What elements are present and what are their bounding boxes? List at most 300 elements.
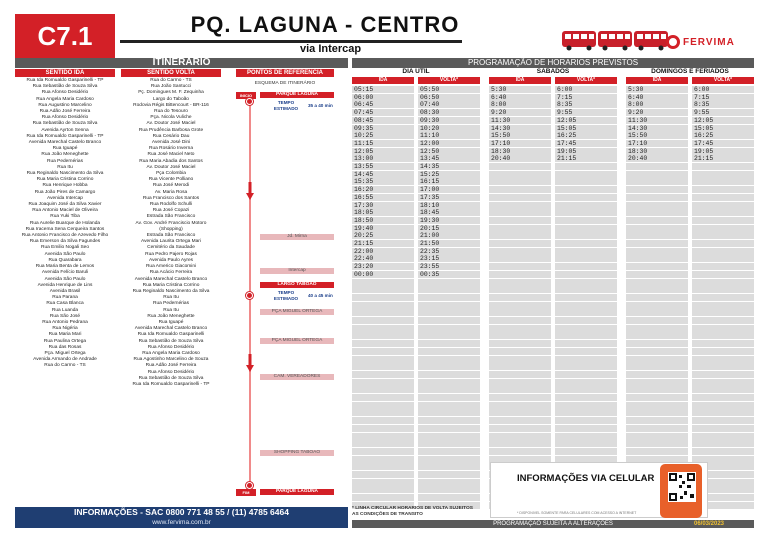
ida-street: Avenida Felício Baruli [41, 270, 89, 276]
volta-street: Rua Maria Cristina Corrino [142, 282, 200, 288]
schedule-cell: 8:35 [692, 101, 754, 108]
ida-street: Rua Iguapé [52, 146, 78, 152]
schedule-footer: PROGRAMAÇÃO SUJEITA A ALTERAÇÕES [352, 520, 754, 528]
schedule-group-title: SABADOS [536, 68, 570, 75]
schedule-cell: 14:30 [626, 125, 688, 132]
schedule-cell [418, 317, 480, 324]
schedule-cell [626, 433, 688, 440]
fervima-logo-icon [666, 35, 680, 49]
volta-street: Rua Iguapé [158, 319, 184, 325]
ida-street: Avenida Intercap [47, 195, 83, 201]
schedule-cell [489, 317, 551, 324]
schedule-cell [626, 317, 688, 324]
volta-street: Av. Doutor José Maciel [146, 121, 196, 127]
schedule-cell: 12:05 [555, 117, 617, 124]
schedule-cell [489, 202, 551, 209]
volta-street: Av. Gov. André Franciscio Motoro [135, 220, 207, 226]
schedule-cell [489, 332, 551, 339]
schedule-cell [692, 202, 754, 209]
schedule-cell: 15:05 [555, 125, 617, 132]
schedule-cell [692, 302, 754, 309]
schedule-cell [418, 471, 480, 478]
schedule-cell [692, 348, 754, 355]
schedule-cell [692, 440, 754, 447]
schedule-cell: 14:35 [418, 163, 480, 170]
volta-street: Rua Sebastião de Souza Silva [138, 338, 204, 344]
schedule-cell [555, 325, 617, 332]
schedule-cell [692, 209, 754, 216]
volta-street-list [121, 78, 221, 388]
schedule-cell [692, 332, 754, 339]
schedule-cell [692, 340, 754, 347]
volta-street: Rua Rosário Inverna [149, 146, 193, 152]
volta-street: Av. Maria Rosa [154, 189, 188, 195]
schedule-cell [489, 409, 551, 416]
schedule-cell [352, 386, 414, 393]
schedule-cell: 08:30 [418, 109, 480, 116]
schedule-cell [352, 440, 414, 447]
schedule-cell [626, 294, 688, 301]
schedule-cell [352, 456, 414, 463]
schedule-cell [626, 279, 688, 286]
volta-street: Rua João Santucci [150, 84, 192, 90]
ida-street: Rua Emerson da Silva Fagundes [29, 239, 101, 245]
schedule-cell [626, 271, 688, 278]
ida-street: Rua Ida Romualdo Gasparinelli - TP [26, 78, 104, 83]
schedule-cell [489, 425, 551, 432]
ida-street: Rua do Carmo - TS [44, 363, 86, 369]
schedule-cell [418, 440, 480, 447]
ida-street: Rua Pedernérias [47, 158, 83, 164]
volta-street: Rua Pedernérias [153, 301, 189, 307]
ida-street: Rua Paulina Ortega [43, 338, 87, 344]
schedule-cell [489, 309, 551, 316]
schedule-cell [692, 294, 754, 301]
schedule-cell [626, 263, 688, 270]
schedule-cell [692, 171, 754, 178]
schedule-cell [692, 232, 754, 239]
schedule-ida-header: IDA [489, 77, 551, 84]
schedule-note: * LINHA CIRCULAR HORARIOS DE VOLTA SUJEITOS AS CONDIÇÕES DE TRANSITO [352, 506, 473, 517]
schedule-cell: 16:25 [555, 132, 617, 139]
schedule-cell [626, 171, 688, 178]
schedule-cell [352, 325, 414, 332]
schedule-cell: 21:00 [418, 232, 480, 239]
schedule-cell [352, 356, 414, 363]
schedule-cell [692, 271, 754, 278]
schedule-cell: 23:20 [352, 263, 414, 270]
schedule-cell [626, 232, 688, 239]
schedule-cell [555, 286, 617, 293]
schedule-cell [489, 225, 551, 232]
schedule-cell [692, 371, 754, 378]
schedule-cell: 18:05 [352, 209, 414, 216]
schedule-cell [626, 325, 688, 332]
volta-street: Rua Francisco dos Santos [142, 195, 200, 201]
schedule-cell [418, 286, 480, 293]
schedule-cell [489, 325, 551, 332]
schedule-cell: 21:15 [352, 240, 414, 247]
schedule-cell [418, 294, 480, 301]
bus-icon [560, 26, 670, 52]
volta-street: Rua Ida Romualdo Gasparinelli - TP [132, 381, 210, 387]
schedule-cell: 11:30 [626, 117, 688, 124]
volta-street: Rua Itu [163, 307, 179, 313]
ida-street: Rua Luanda [51, 307, 79, 313]
schedule-cell [555, 279, 617, 286]
volta-street: Pça. Nicola Vuliche [150, 115, 192, 121]
schedule-cell [626, 209, 688, 216]
schedule-cell [692, 217, 754, 224]
ida-street: Rua Itu [57, 164, 73, 170]
schedule-cell: 8:00 [489, 101, 551, 108]
schedule-cell [489, 417, 551, 424]
ida-street: Rua Nigéria [52, 326, 78, 332]
schedule-cell: 07:40 [418, 101, 480, 108]
schedule-cell [555, 178, 617, 185]
volta-street: Rua José Merodi [152, 183, 190, 189]
schedule-cell [489, 263, 551, 270]
schedule-cell: 05:15 [352, 86, 414, 93]
schedule-cell [489, 163, 551, 170]
schedule-cell [626, 386, 688, 393]
schedule-cell [555, 186, 617, 193]
schedule-cell [626, 417, 688, 424]
down-arrow-icon [246, 182, 254, 200]
schedule-cell [692, 263, 754, 270]
ida-street: Rua Adão José Ferreira [39, 109, 91, 115]
schedule-cell [626, 356, 688, 363]
tempo-label-2: TEMPO ESTIMADO [273, 290, 299, 301]
schedule-date: 06/03/2023 [693, 521, 725, 527]
schedule-cell [489, 363, 551, 370]
schedule-cell [489, 294, 551, 301]
schedule-cell [555, 248, 617, 255]
schedule-cell: 18:30 [626, 148, 688, 155]
ida-street: Avenida Ayrton Senna [41, 127, 89, 133]
schedule-cell [626, 379, 688, 386]
schedule-cell [352, 402, 414, 409]
sac-info: INFORMAÇÕES - SAC 0800 771 48 55 / (11) 4785 6464 [74, 507, 289, 517]
volta-street: Rua Ida Romualdo Gasparinelli [137, 332, 205, 338]
brand-name: FERVIMA [683, 36, 735, 48]
qr-code-icon [668, 472, 696, 502]
schedule-cell [692, 433, 754, 440]
schedule-cell [626, 402, 688, 409]
volta-street: Cemitério da Saudade [147, 245, 195, 251]
schedule-cell [692, 163, 754, 170]
volta-street: Rua do Tesouro [154, 109, 188, 115]
schedule-cell: 15:25 [418, 171, 480, 178]
ida-street: Avenida Brasil [49, 288, 81, 294]
schedule-cell: 10:20 [418, 125, 480, 132]
ref-pca-miguel-ortega-2: PÇA MIGUEL ORTEGA [260, 338, 334, 344]
schedule-cell [418, 479, 480, 486]
volta-street: Rua Reginaldo Nascimento da Silva [132, 288, 210, 294]
schedule-cell [352, 309, 414, 316]
schedule-cell [489, 394, 551, 401]
schedule-cell [626, 302, 688, 309]
schedule-cell [692, 379, 754, 386]
ida-street: Rua Maria Cristina Corrino [36, 177, 94, 183]
ida-street: Rua Afonso Desidério [41, 115, 89, 121]
ida-street: Rua Parana [52, 295, 78, 301]
volta-street: Rodovia Régis Bittencourt - BR-116 [133, 102, 209, 108]
ida-street: Rua Maria Benta de Lemos [35, 264, 95, 270]
schedule-cell [692, 279, 754, 286]
schedule-cell: 5:30 [489, 86, 551, 93]
schedule-cell: 20:40 [489, 155, 551, 162]
schedule-cell: 12:05 [352, 148, 414, 155]
volta-street: Avenida Paulo Ayres [148, 257, 194, 263]
schedule-cell [489, 240, 551, 247]
schedule-cell [352, 379, 414, 386]
schedule-cell: 21:15 [555, 155, 617, 162]
schedule-cell: 18:50 [352, 217, 414, 224]
schedule-cell: 11:15 [352, 140, 414, 147]
schedule-cell [555, 386, 617, 393]
schedule-cell [418, 348, 480, 355]
volta-street: Rua Rodolfo Schulli [149, 202, 193, 208]
schedule-cell [626, 286, 688, 293]
ref-jd-mirna: Jd. Mirna [260, 234, 334, 240]
schedule-cell: 20:15 [418, 225, 480, 232]
volta-street: Rua Vicente Polliano [148, 177, 194, 183]
schedule-cell [555, 433, 617, 440]
schedule-cell: 9:55 [555, 109, 617, 116]
schedule-cell [692, 186, 754, 193]
volta-street: Rua Cesário Dau [152, 133, 190, 139]
schedule-cell [692, 363, 754, 370]
schedule-cell [352, 471, 414, 478]
ida-street: Rua Reginaldo Nascimento da Silva [26, 171, 104, 177]
schedule-cell [418, 456, 480, 463]
schedule-ida-header: IDA [626, 77, 688, 84]
volta-street: Estrada São Francisco [146, 214, 196, 220]
down-arrow-icon [246, 354, 254, 372]
schedule-cell: 16:25 [692, 132, 754, 139]
schedule-cell: 18:30 [489, 148, 551, 155]
ida-street: Rua Antonio Francisco de Azevedo Filho [21, 233, 109, 239]
schedule-cell [489, 379, 551, 386]
col-pontos-referencia: PONTOS DE REFERENCIA [236, 69, 334, 77]
stop-dot [246, 482, 253, 489]
schedule-cell [692, 194, 754, 201]
ida-street: Rua Maria Mari [48, 332, 82, 338]
ida-street: Avenida Armando de Andrade [33, 357, 97, 363]
schedule-cell [418, 325, 480, 332]
schedule-cell [418, 433, 480, 440]
schedule-cell [418, 309, 480, 316]
schedule-volta-header: VOLTA* [418, 77, 480, 84]
volta-street: Rua Adão José Ferreira [145, 363, 197, 369]
ida-street-list [15, 78, 115, 370]
schedule-cell [555, 417, 617, 424]
schedule-cell [352, 371, 414, 378]
schedule-cell [626, 448, 688, 455]
schedule-cell [489, 340, 551, 347]
schedule-cell: 7:15 [692, 94, 754, 101]
schedule-cell [418, 371, 480, 378]
schedule-cell [626, 440, 688, 447]
schedule-cell: 15:35 [352, 178, 414, 185]
schedule-cell [692, 255, 754, 262]
ida-street: Rua Iracema Sena Cerqueira Santos [25, 226, 105, 232]
ref-subtitle: ESQUEMA DE ITINERÁRIO [254, 81, 316, 86]
schedule-cell [418, 486, 480, 493]
schedule-cell: 22:40 [352, 255, 414, 262]
schedule-cell: 00:00 [352, 271, 414, 278]
schedule-cell [418, 332, 480, 339]
schedule-cell: 20:25 [352, 232, 414, 239]
promo-disclaimer: * DISPONIVEL SOMENTE PARA CELULARES COM ACESSO A INTERNET [517, 511, 637, 515]
volta-street: Rua Afonso Desidério [147, 369, 195, 375]
title-divider [120, 40, 462, 43]
ida-street: Rua das Rosas [48, 344, 82, 350]
route-title: PQ. LAGUNA - CENTRO [190, 12, 460, 37]
schedule-cell: 10:25 [352, 132, 414, 139]
schedule-cell: 17:10 [626, 140, 688, 147]
schedule-cell [555, 232, 617, 239]
ida-street: Rua João Meneghette [41, 152, 89, 158]
ida-street: Rua Henrique Hobba [42, 183, 88, 189]
schedule-cell [352, 286, 414, 293]
volta-street: Rua Agostinho Marcelino de Souza [133, 357, 209, 363]
ida-street: Rua Quarabara [48, 257, 82, 263]
schedule-cell [626, 186, 688, 193]
schedule-cell [555, 340, 617, 347]
schedule-cell [555, 402, 617, 409]
schedule-cell [692, 317, 754, 324]
schedule-cell [555, 225, 617, 232]
schedule-cell: 05:50 [418, 86, 480, 93]
schedule-cell [555, 356, 617, 363]
schedule-cell [489, 402, 551, 409]
schedule-cell [555, 379, 617, 386]
volta-street: Rua Itu [163, 295, 179, 301]
schedule-cell [555, 302, 617, 309]
schedule-cell [352, 433, 414, 440]
ida-street: Rua Antonio Pedrana [42, 319, 88, 325]
schedule-cell: 15:50 [489, 132, 551, 139]
schedule-cell: 12:00 [418, 140, 480, 147]
volta-street: Pça Colombia [156, 171, 186, 177]
schedule-cell: 18:10 [418, 202, 480, 209]
col-sentido-volta: SENTIDO VOLTA [121, 69, 221, 77]
reference-points-panel [236, 78, 334, 498]
schedule-cell [626, 425, 688, 432]
schedule-ida-header: IDA [352, 77, 414, 84]
stop-dot [246, 292, 253, 299]
schedule-cell: 6:00 [692, 86, 754, 93]
schedule-cell: 07:45 [352, 109, 414, 116]
schedule-cell: 06:00 [352, 94, 414, 101]
schedule-cell [352, 479, 414, 486]
schedule-cell [352, 448, 414, 455]
schedule-cell [626, 309, 688, 316]
schedule-cell: 13:00 [352, 155, 414, 162]
schedule-cell [352, 486, 414, 493]
volta-street: Avenida Laurita Ortega Mari [141, 239, 201, 245]
schedule-cell [489, 209, 551, 216]
schedule-cell: 23:55 [418, 263, 480, 270]
ida-street: Rua João Pires de Camargo [34, 189, 96, 195]
volta-street: Rua Maria Abadia dos Santos [139, 158, 203, 164]
ida-street: Pça. Miguel Ortega [44, 350, 86, 356]
ida-street: Rua Casa Blanca [46, 301, 84, 307]
schedule-cell: 5:30 [626, 86, 688, 93]
schedule-cell: 11:30 [489, 117, 551, 124]
schedule-cell [555, 448, 617, 455]
schedule-cell [626, 248, 688, 255]
schedule-cell [418, 356, 480, 363]
schedule-cell [555, 348, 617, 355]
schedule-cell [352, 279, 414, 286]
schedule-cell [555, 394, 617, 401]
schedule-cell [626, 409, 688, 416]
col-sentido-ida: SENTIDO IDA [15, 69, 115, 77]
schedule-cell [626, 332, 688, 339]
ref-shopping-taboao: SHOPPING TABOAO [260, 450, 334, 456]
schedule-cell [352, 363, 414, 370]
schedule-cell [626, 340, 688, 347]
schedule-cell: 17:45 [555, 140, 617, 147]
schedule-cell [626, 255, 688, 262]
volta-street: Pç. Domingues M. F. Zequinha [138, 90, 204, 96]
schedule-cell [489, 178, 551, 185]
schedule-cell: 12:50 [418, 148, 480, 155]
ref-pca-miguel-ortega-1: PÇA MIGUEL ORTEGA [260, 309, 334, 315]
schedule-cell [489, 255, 551, 262]
schedule-cell [555, 294, 617, 301]
volta-street: Rua Sebastião de Souza Silva [138, 375, 204, 381]
schedule-cell [418, 494, 480, 501]
schedule-cell [692, 309, 754, 316]
ida-street: Rua Sebastião de Souza Silva [32, 121, 98, 127]
schedule-cell: 16:15 [418, 178, 480, 185]
ida-street: Rua Afonso Desidério [41, 90, 89, 96]
ida-street: Rua Emilio Nogali Seo [41, 245, 89, 251]
schedule-cell [489, 194, 551, 201]
schedule-cell [626, 202, 688, 209]
schedule-cell [555, 409, 617, 416]
schedule-group-title: DOMINGOS E FERIADOS [651, 68, 729, 75]
schedule-cell [555, 440, 617, 447]
website-link[interactable]: www.fervima.com.br [152, 519, 211, 526]
schedule-cell: 20:40 [626, 155, 688, 162]
schedule-cell: 7:15 [555, 94, 617, 101]
schedule-cell: 8:35 [555, 101, 617, 108]
schedule-cell [489, 248, 551, 255]
ref-largo-taboao: LARGO TABOAO [260, 282, 334, 288]
schedule-cell: 21:15 [692, 155, 754, 162]
route-code: C7.1 [15, 14, 115, 58]
schedule-cell [418, 386, 480, 393]
schedule-cell [692, 225, 754, 232]
schedule-cell [692, 325, 754, 332]
schedule-cell: 14:30 [489, 125, 551, 132]
schedule-cell: 6:40 [489, 94, 551, 101]
schedule-cell [555, 317, 617, 324]
ref-cam-vereadores: CAM. VEREADORES [260, 374, 334, 380]
ida-street: Rua Augustino Marcelino [38, 102, 92, 108]
schedule-cell: 19:40 [352, 225, 414, 232]
schedule-cell: 06:50 [418, 94, 480, 101]
ida-street: Rua Angela Maria Cardoso [36, 96, 94, 102]
schedule-cell [555, 363, 617, 370]
schedule-cell [626, 194, 688, 201]
volta-street: Rua do Carmo - TS [150, 78, 192, 83]
